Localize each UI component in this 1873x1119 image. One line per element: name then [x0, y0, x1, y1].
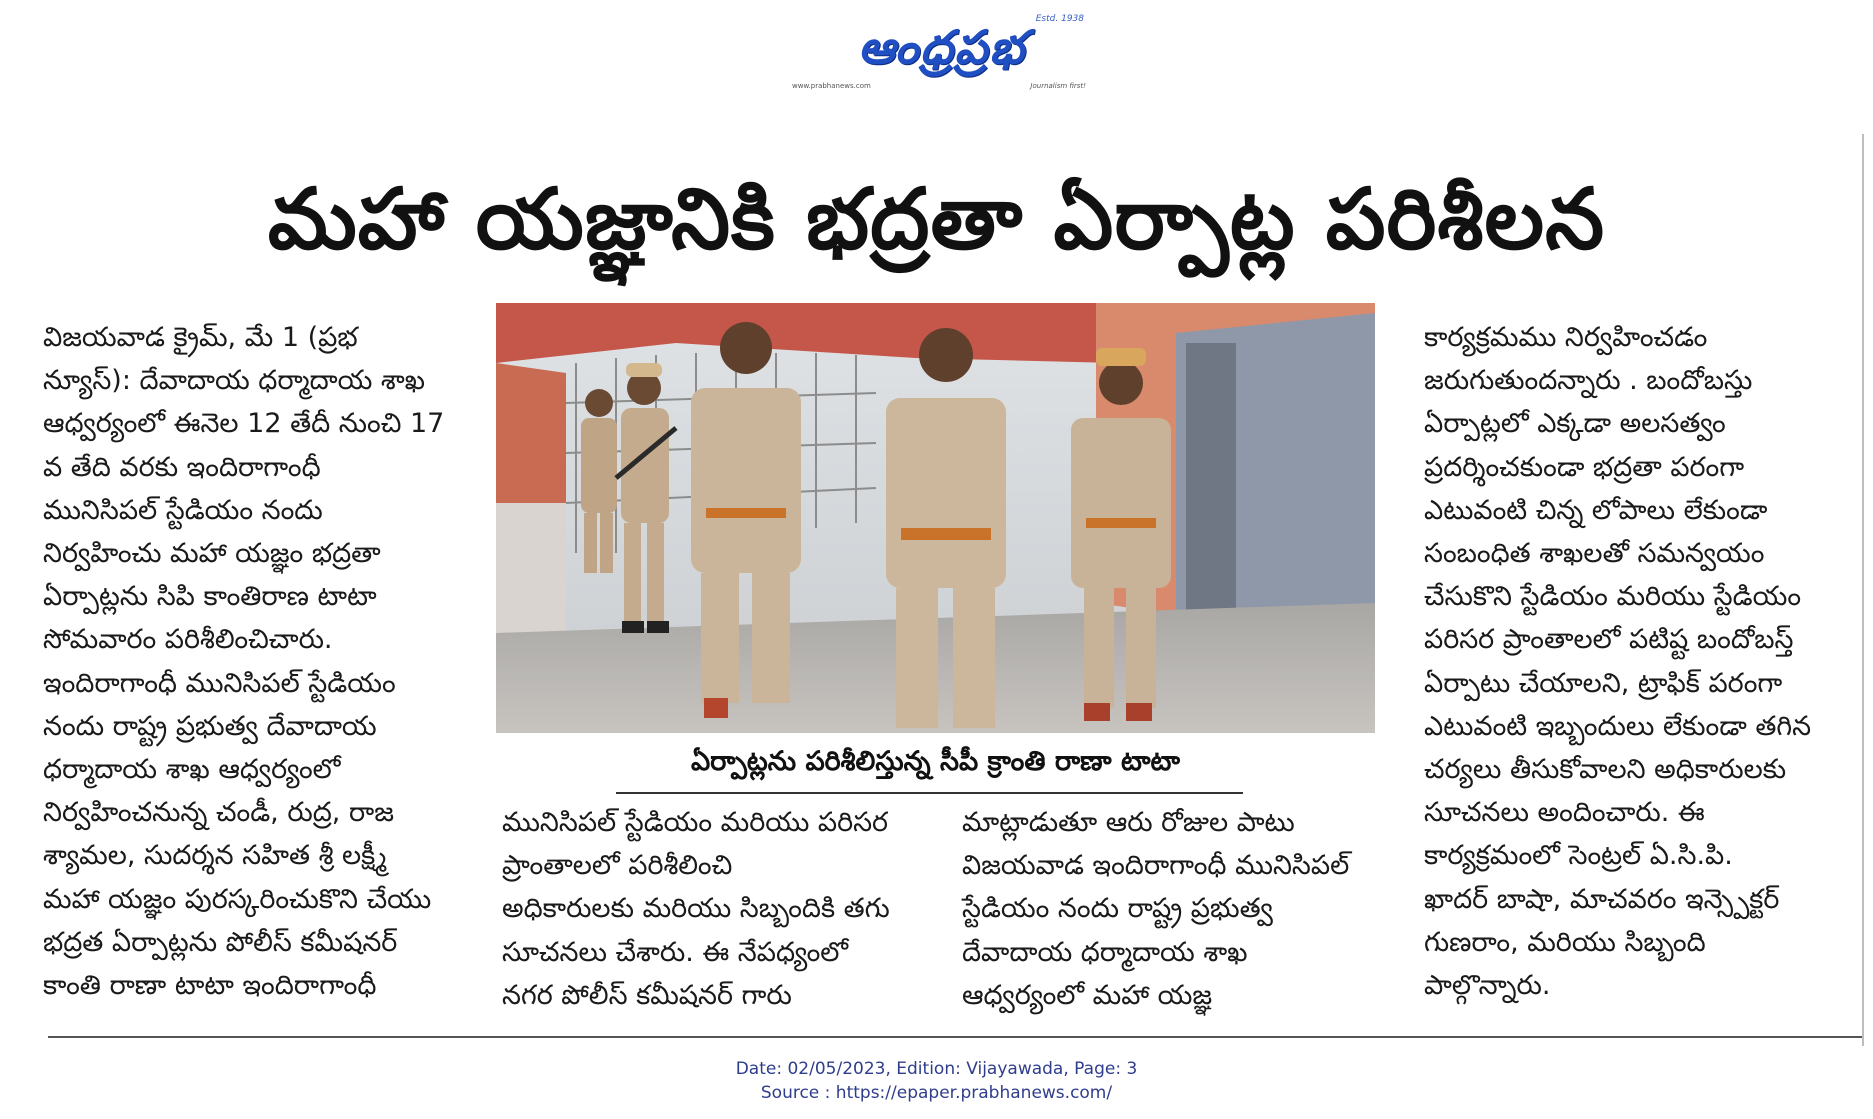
photo-caption: ఏర్పాట్లను పరిశీలిస్తున్న సీపీ క్రాంతి రాణా టాటా	[690, 746, 1181, 777]
article-line: మునిసిపల్ స్టేడియం మరియు పరిసర	[502, 807, 889, 838]
article-line: నిర్వహించనున్న చండీ, రుద్ర, రాజ	[43, 797, 394, 829]
article-line: మునిసిపల్ స్టేడియం నందు	[43, 494, 323, 526]
footer-source: Source : https://epaper.prabhanews.com/	[760, 1083, 1113, 1103]
article-line: గుణరాం, మరియు సిబ్బంది	[1424, 926, 1706, 958]
article-line: ఇందిరాగాంధీ మునిసిపల్ స్టేడియం	[43, 667, 396, 699]
article-line: పరిసర ప్రాంతాలలో పటిష్ట బందోబస్త్	[1424, 624, 1794, 656]
newspaper-logo	[792, 14, 1092, 84]
newspaper-tagline: Journalism first!	[1030, 82, 1086, 90]
footer	[0, 1057, 1873, 1105]
article-line: విజయవాడ ఇందిరాగాంధీ మునిసిపల్	[962, 850, 1350, 882]
article-line: ప్రదర్శించకుండా భద్రతా పరంగా	[1424, 451, 1745, 483]
article-line: సూచనలు చేశారు. ఈ నేపధ్యంలో	[502, 936, 849, 968]
article-line: ఎటువంటి ఇబ్బందులు లేకుండా తగిన	[1424, 710, 1812, 742]
article-line: ఎటువంటి చిన్న లోపాలు లేకుండా	[1424, 494, 1768, 526]
bottom-divider	[48, 1036, 1862, 1038]
article-line: భద్రత ఏర్పాట్లను పోలీస్ కమీషనర్	[43, 926, 398, 958]
article-line: సోమవారం పరిశీలించిచారు.	[43, 624, 333, 656]
article-line: న్యూస్): దేవాదాయ ధర్మాదాయ శాఖ	[43, 365, 426, 397]
police-officers-photo	[496, 303, 1375, 733]
newspaper-url: www.prabhanews.com	[792, 82, 871, 90]
news-photo	[496, 303, 1375, 733]
article-line: దేవాదాయ ధర్మాదాయ శాఖ	[962, 936, 1248, 968]
article-line: కాంతి రాణా టాటా ఇందిరాగాంధీ	[43, 970, 377, 1002]
article-line: కార్యక్రమము నిర్వహించడం	[1424, 322, 1708, 353]
article-column-left	[43, 316, 463, 1007]
article-line: వ తేది వరకు ఇందిరాగాంధీ	[43, 451, 321, 483]
article-line: కార్యక్రమంలో సెంట్రల్ ఏ.సి.పి.	[1424, 840, 1733, 872]
article-column-right	[1424, 316, 1844, 1007]
masthead-logo	[792, 14, 1092, 96]
established-year: Estd. 1938	[1035, 14, 1084, 24]
article-line: ఆధ్వర్యంలో మహా యజ్ఞ	[962, 979, 1213, 1011]
article-line: ధర్మాదాయ శాఖ ఆధ్వర్యంలో	[43, 754, 341, 786]
headline: మహా యజ్ఞానికి భద్రతా ఏర్పాట్ల పరిశీలన	[267, 170, 1606, 268]
article-line: సంబంధిత శాఖలతో సమన్వయం	[1424, 538, 1765, 570]
article-line: నిర్వహించు మహా యజ్ఞం భద్రతా	[43, 538, 381, 570]
article-line: అధికారులకు మరియు సిబ్బందికి తగు	[502, 893, 890, 925]
article-line: ప్రాంతాలలో పరిశీలించి	[502, 850, 733, 882]
article-column-middle-1	[502, 801, 922, 1017]
article-line: నందు రాష్ట్ర ప్రభుత్వ దేవాదాయ	[43, 710, 377, 742]
article-line: స్టేడియం నందు రాష్ట్ర ప్రభుత్వ	[962, 893, 1273, 925]
newspaper-title: ఆంధ్రప్రభ	[858, 20, 1026, 74]
article-line: ఖాదర్ బాషా, మాచవరం ఇన్స్పెక్టర్	[1424, 883, 1780, 915]
article-line: మహా యజ్ఞం పురస్కరించుకొని చేయు	[43, 883, 432, 915]
caption-underline	[616, 792, 1243, 794]
article-line: విజయవాడ క్రైమ్, మే 1 (ప్రభ	[43, 322, 358, 353]
article-line: ఏర్పాటు చేయాలని, ట్రాఫిక్ పరంగా	[1424, 667, 1783, 699]
article-line: ఏర్పాట్లను సిపి కాంతిరాణ టాటా	[43, 581, 377, 613]
article-line: సూచనలు అందించారు. ఈ	[1424, 797, 1705, 829]
article-line: శ్యామల, సుదర్శన సహిత శ్రీ లక్ష్మీ	[43, 840, 387, 872]
article-line: ఏర్పాట్లలో ఎక్కడా అలసత్వం	[1424, 408, 1726, 440]
article-line: చేసుకొని స్టేడియం మరియు స్టేడియం	[1424, 581, 1802, 613]
footer-date-edition: Date: 02/05/2023, Edition: Vijayawada, Page: 3	[735, 1059, 1138, 1079]
article-line: చర్యలు తీసుకోవాలని అధికారులకు	[1424, 754, 1787, 786]
article-line: ఆధ్వర్యంలో ఈనెల 12 తేదీ నుంచి 17	[43, 408, 445, 440]
article-line: నగర పోలీస్ కమీషనర్ గారు	[502, 979, 792, 1011]
article-line: మాట్లాడుతూ ఆరు రోజుల పాటు	[962, 807, 1295, 838]
article-line: పాల్గొన్నారు.	[1424, 970, 1551, 1002]
article-column-middle-2	[962, 801, 1382, 1017]
article-line: జరుగుతుందన్నారు . బందోబస్తు	[1424, 365, 1753, 397]
